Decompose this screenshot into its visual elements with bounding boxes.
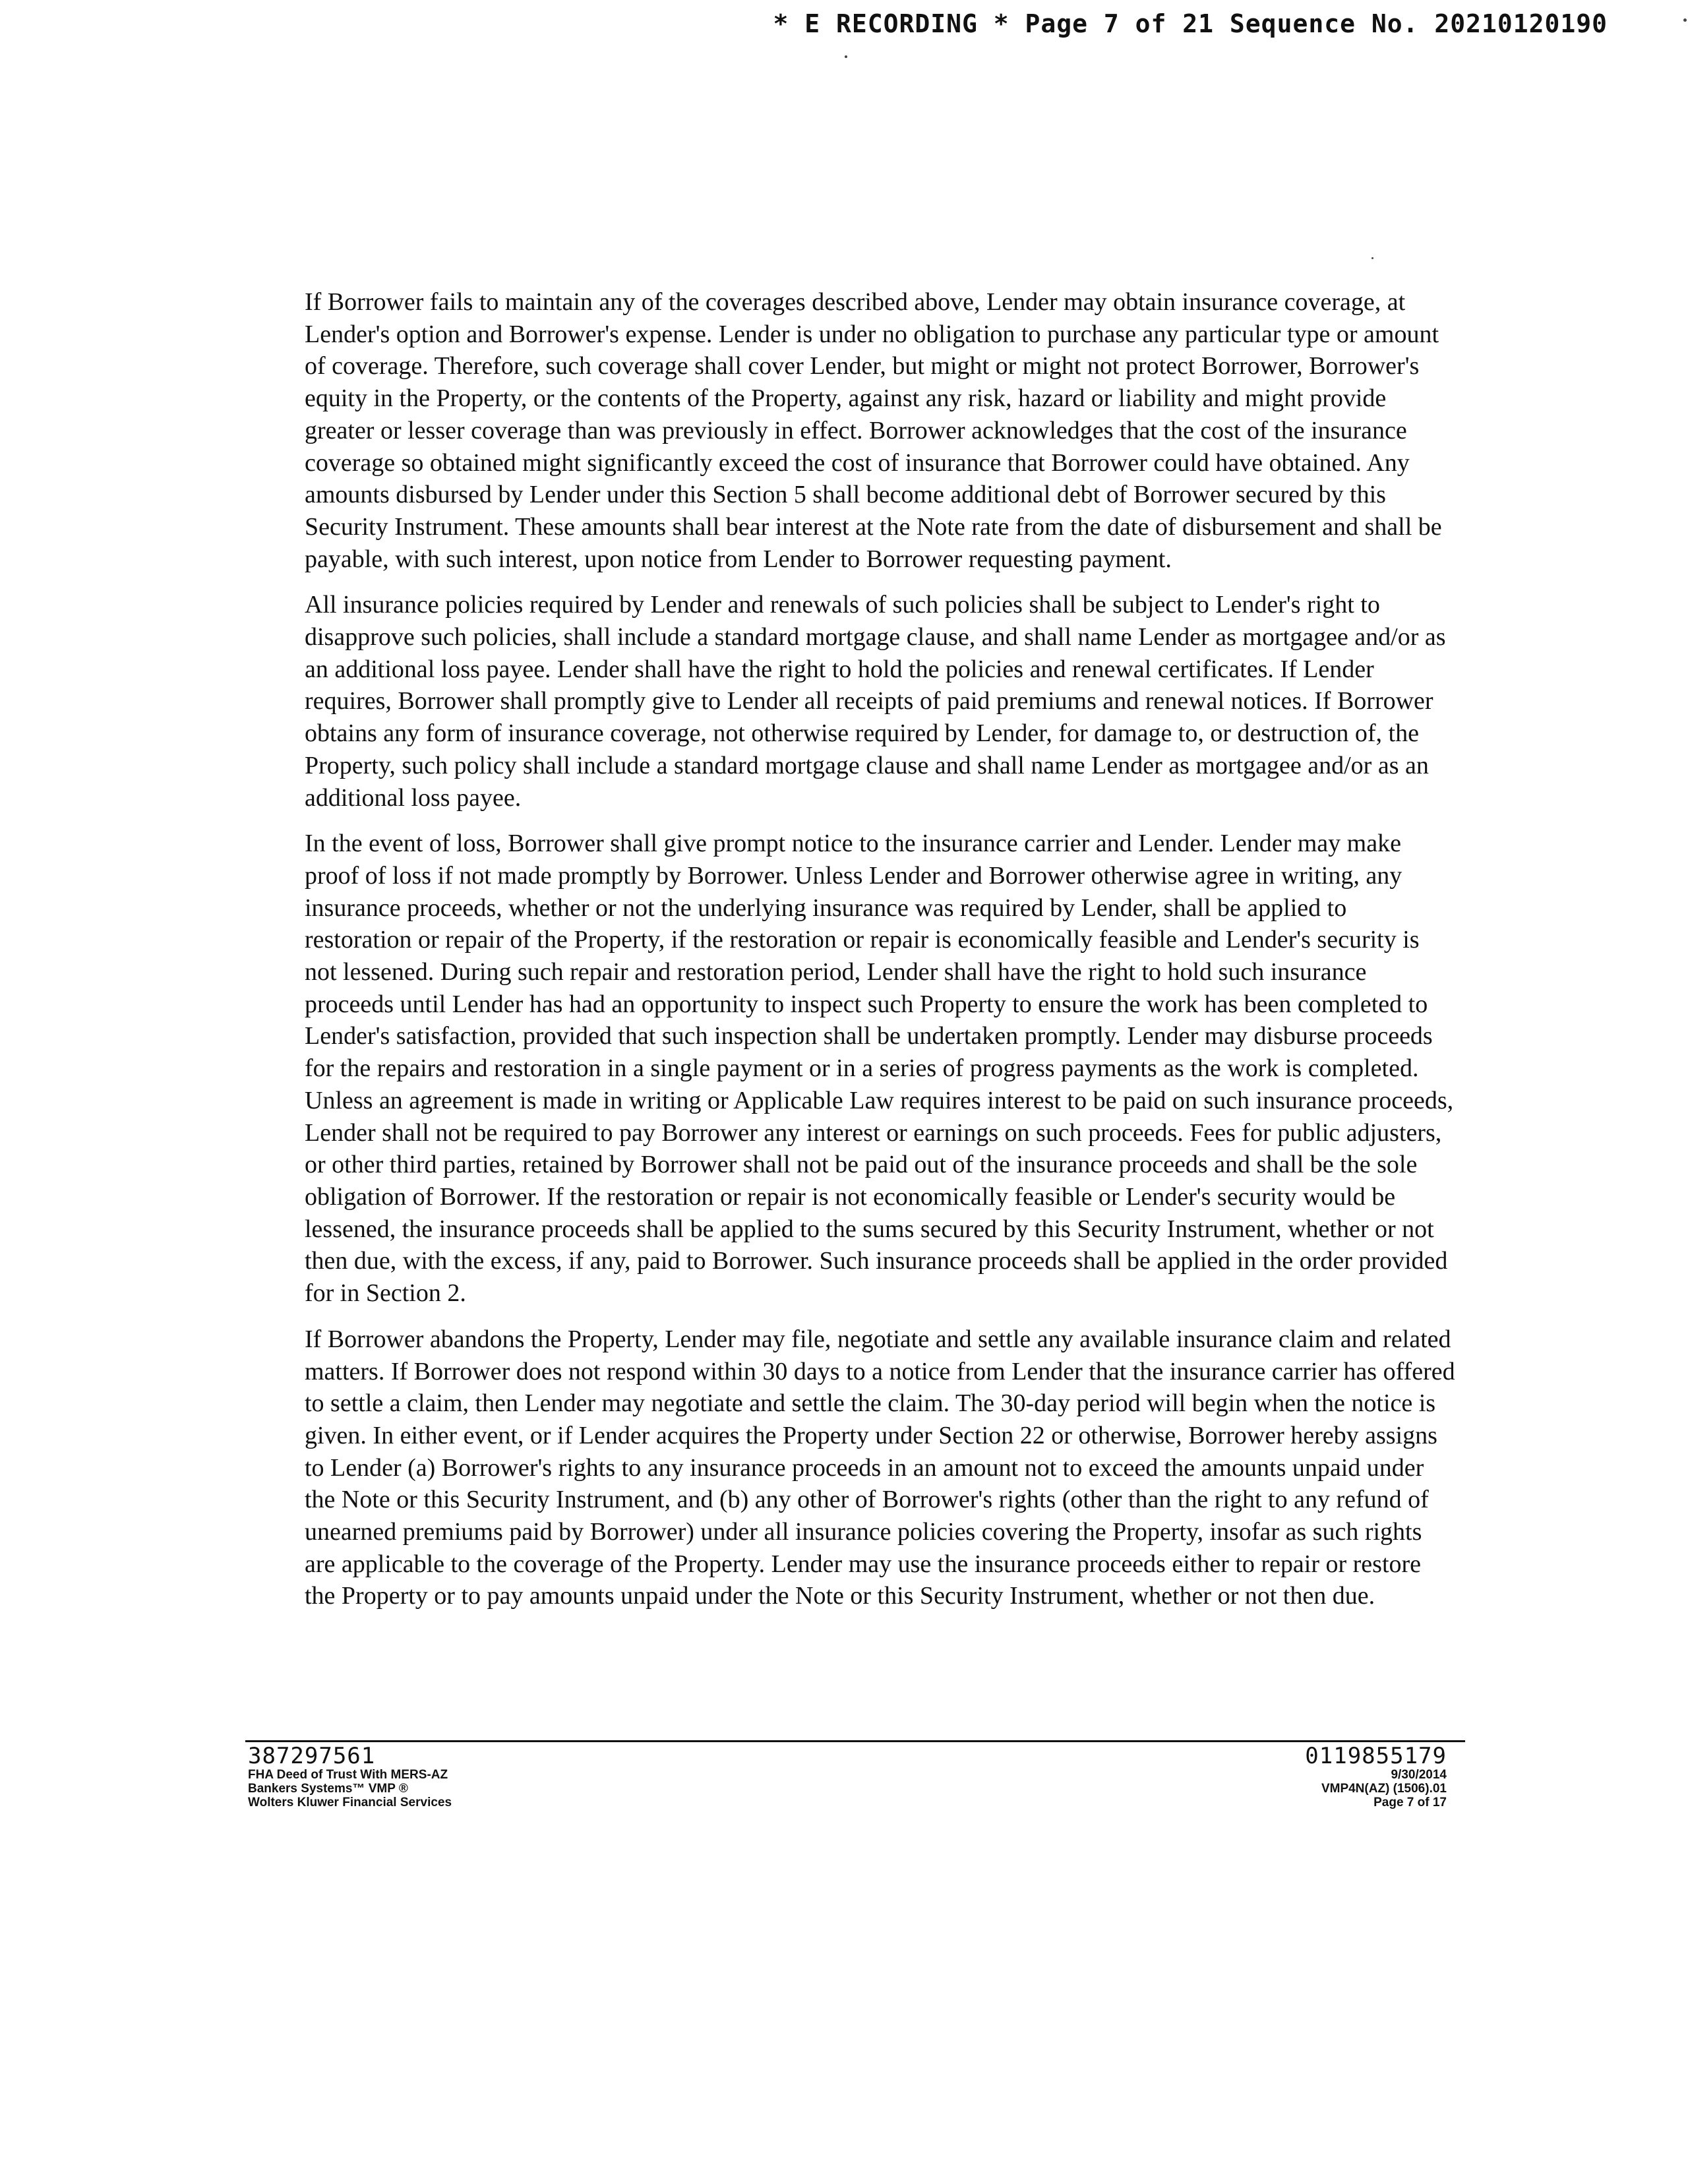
footer-form-code: VMP4N(AZ) (1506).01: [1321, 1782, 1447, 1796]
scan-speck: [1683, 18, 1687, 22]
footer-left: [248, 1744, 452, 1809]
footer-left-number: 387297561: [248, 1743, 376, 1769]
footer-divider: [245, 1740, 1465, 1742]
footer-publisher: Wolters Kluwer Financial Services: [248, 1796, 452, 1809]
scan-speck: [1372, 257, 1373, 259]
paragraph-insurance-policies: All insurance policies required by Lender and renewals of such policies shall be subject to Lender's right to disapprove such policies, shall include a standard mortgage clause, and shall name Lender as mortgagee and/or as an additional loss payee. Lender shall have the right to hold the policies and renewal certificates. If Lender requires, Borrower shall promptly give to Lender all receipts of paid premiums and renewal notices. If Borrower obtains any form of insurance coverage, not otherwise required by Lender, for damage to, or destruction of, the Property, such policy shall include a standard mortgage clause and shall name Lender as mortgagee and/or as an additional loss payee.: [305, 591, 1446, 812]
paragraph-insurance-coverage: If Borrower fails to maintain any of the coverages described above, Lender may obtain insurance coverage, at Lender's option and Borrower's expense. Lender is under no obligation to purchase any particular type or amount of coverage. Therefore, such coverage shall cover Lender, but might or might not protect Borrower, Borrower's equity in the Property, or the contents of the Property, against any risk, hazard or liability and might provide greater or lesser coverage than was previously in effect. Borrower acknowledges that the cost of the insurance coverage so obtained might significantly exceed the cost of insurance that Borrower could have obtained. Any amounts disbursed by Lender under this Section 5 shall become additional debt of Borrower secured by this Security Instrument. These amounts shall bear interest at the Note rate from the date of disbursement and shall be payable, with such interest, upon notice from Lender to Borrower requesting payment.: [305, 288, 1442, 573]
scan-speck: [845, 55, 847, 58]
paragraph-event-of-loss: In the event of loss, Borrower shall give prompt notice to the insurance carrier and Lender. Lender may make proof of loss if not made promptly by Borrower. Unless Lender and Borrower otherwise agree in writing, any insurance proceeds, whether or not the underlying insurance was required by Lender, shall be applied to restoration or repair of the Property, if the restoration or repair is economically feasible and Lender's security is not lessened. During such repair and restoration period, Lender shall have the right to hold such insurance proceeds until Lender has had an opportunity to inspect such Property to ensure the work has been completed to Lender's satisfaction, provided that such inspection shall be undertaken promptly. Lender may disburse proceeds for the repairs and restoration in a single payment or in a series of progress payments as the work is completed. Unless an agreement is made in writing or Applicable Law requires interest to be paid on such insurance proceeds, Lender shall not be required to pay Borrower any interest or earnings on such proceeds. Fees for public adjusters, or other third parties, retained by Borrower shall not be paid out of the insurance proceeds and shall be the sole obligation of Borrower. If the restoration or repair is not economically feasible or Lender's security would be lessened, the insurance proceeds shall be applied to the sums secured by this Security Instrument, whether or not then due, with the excess, if any, paid to Borrower. Such insurance proceeds shall be applied in the order provided for in Section 2.: [305, 830, 1454, 1308]
footer-date: 9/30/2014: [1391, 1768, 1447, 1782]
footer-right: [1305, 1744, 1447, 1809]
footer-form-title: FHA Deed of Trust With MERS-AZ: [248, 1768, 448, 1782]
footer-page-number: Page 7 of 17: [1373, 1796, 1447, 1809]
footer-right-number: 0119855179: [1305, 1743, 1447, 1769]
footer-vendor: Bankers Systems™ VMP ®: [248, 1782, 408, 1796]
recording-stamp: * E RECORDING * Page 7 of 21 Sequence No. 20210120190: [773, 9, 1608, 38]
document-body: [305, 286, 1457, 1626]
paragraph-abandonment: If Borrower abandons the Property, Lender may file, negotiate and settle any available insurance claim and related matters. If Borrower does not respond within 30 days to a notice from Lender that the insurance carrier has offered to settle a claim, then Lender may negotiate and settle the claim. The 30-day period will begin when the notice is given. In either event, or if Lender acquires the Property under Section 22 or otherwise, Borrower hereby assigns to Lender (a) Borrower's rights to any insurance proceeds in an amount not to exceed the amounts unpaid under the Note or this Security Instrument, and (b) any other of Borrower's rights (other than the right to any refund of unearned premiums paid by Borrower) under all insurance policies covering the Property, insofar as such rights are applicable to the coverage of the Property. Lender may use the insurance proceeds either to repair or restore the Property or to pay amounts unpaid under the Note or this Security Instrument, whether or not then due.: [305, 1325, 1455, 1610]
